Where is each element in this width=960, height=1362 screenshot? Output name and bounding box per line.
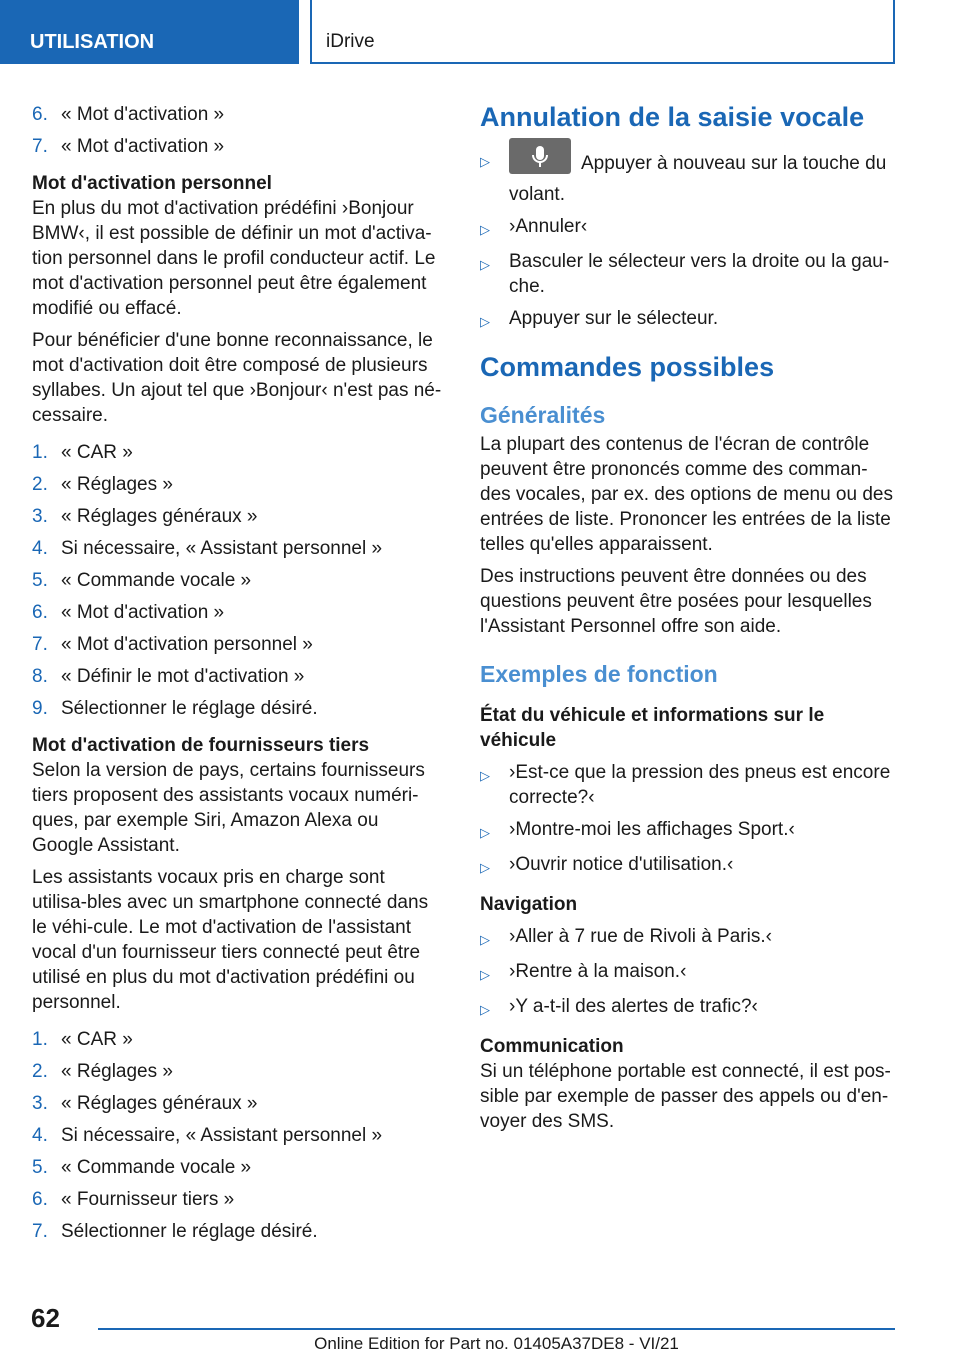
list-item: ▷ ›Est-ce que la pression des pneus est encore correcte?‹	[480, 762, 891, 808]
list-item: ▷ ›Annuler‹	[480, 214, 896, 242]
bullet-arrow-icon: ▷	[480, 154, 490, 169]
list-item: 7. « Mot d'activation personnel »	[32, 634, 313, 655]
vehicle-list	[480, 760, 896, 880]
list-item: 6. « Mot d'activation »	[32, 602, 225, 623]
list-item: ▷ ›Aller à 7 rue de Rivoli à Paris.‹	[480, 924, 896, 952]
paragraph: Pour bénéficier d'une bonne reconnaissance, le mot d'activation doit être composé de plusieurs syllabes. Un ajout tel que ›Bonjour‹ n'est pas né‐cessaire.	[32, 330, 442, 426]
cancel-list	[480, 146, 896, 334]
header-chapter-title: iDrive	[326, 31, 375, 52]
bullet-arrow-icon: ▷	[480, 967, 490, 982]
bullet-arrow-icon: ▷	[480, 825, 490, 840]
bullet-arrow-icon: ▷	[480, 222, 490, 237]
bullet-arrow-icon: ▷	[480, 932, 490, 947]
list-item: 7. Sélectionner le réglage désiré.	[32, 1221, 318, 1242]
left-column	[32, 102, 444, 1256]
list-item: 8. « Définir le mot d'activation »	[32, 666, 305, 687]
heading-general: Généralités	[480, 402, 606, 428]
list-item: 2. « Réglages »	[32, 474, 173, 495]
heading-possible-commands: Commandes possibles	[480, 352, 775, 382]
list-c	[32, 1027, 444, 1244]
list-item: ▷ ›Y a-t-il des alertes de trafic?‹	[480, 994, 896, 1022]
list-item: ▷ Appuyer sur le sélecteur.	[480, 306, 896, 334]
list-item: 1. « CAR »	[32, 442, 133, 463]
list-item: ▷ Appuyer à nouveau sur la touche du volant.	[480, 146, 896, 207]
list-item: 4. Si nécessaire, « Assistant personnel »	[32, 538, 383, 559]
footer-divider	[98, 1328, 895, 1330]
list-item: ▷ ›Ouvrir notice d'utilisation.‹	[480, 852, 896, 880]
right-column	[480, 100, 896, 1141]
navigation-list	[480, 924, 896, 1022]
heading-personal-wake-word: Mot d'activation personnel	[32, 173, 272, 194]
list-item: 6. « Mot d'activation »	[32, 104, 225, 125]
list-item: 4. Si nécessaire, « Assistant personnel »	[32, 1125, 383, 1146]
paragraph: En plus du mot d'activation prédéfini ›Bonjour BMW‹, il est possible de définir un mot d'activa‐tion personnel dans le profil conducteur actif. Le mot d'activation personnel peut être également modifié ou effacé.	[32, 198, 436, 319]
list-item: 5. « Commande vocale »	[32, 1157, 252, 1178]
page-number: 62	[31, 1303, 60, 1333]
list-item: ▷ ›Montre-moi les affichages Sport.‹	[480, 817, 896, 845]
list-item: 9. Sélectionner le réglage désiré.	[32, 698, 318, 719]
paragraph: Les assistants vocaux pris en charge sont utilisa‐bles avec un smartphone connecté dans le véhi‐cule. Le mot d'activation de l'assistant vocal d'un fournisseur tiers connecté peut être utilisé en plus du mot d'activation prédéfini ou personnel.	[32, 867, 429, 1013]
heading-vehicle-status: État du véhicule et informations sur le véhicule	[480, 705, 825, 751]
heading-third-party-wake-word: Mot d'activation de fournisseurs tiers	[32, 735, 370, 756]
paragraph: Des instructions peuvent être données ou des questions peuvent être posées pour lesquelles l'Assistant Personnel offre son aide.	[480, 566, 872, 637]
list-a	[32, 102, 444, 159]
header-section-title: UTILISATION	[30, 31, 155, 53]
bullet-arrow-icon: ▷	[480, 1002, 490, 1017]
footer-edition: Online Edition for Part no. 01405A37DE8 - VI/21	[314, 1334, 679, 1353]
heading-communication: Communication	[480, 1036, 624, 1057]
list-item: 3. « Réglages généraux »	[32, 506, 258, 527]
list-item: 5. « Commande vocale »	[32, 570, 252, 591]
list-b	[32, 440, 444, 721]
bullet-arrow-icon: ▷	[480, 768, 490, 783]
header-section-tab	[0, 0, 299, 64]
paragraph: La plupart des contenus de l'écran de contrôle peuvent être prononcés comme des comman‐des vocales, par ex. des options de menu ou des entrées de liste. Prononcer les entrées de la liste telles qu'elles apparaissent.	[480, 434, 893, 555]
header-chapter-box	[310, 0, 895, 64]
bullet-arrow-icon: ▷	[480, 314, 490, 329]
heading-cancel-voice-input: Annulation de la saisie vocale	[480, 102, 865, 132]
bullet-arrow-icon: ▷	[480, 257, 490, 272]
bullet-arrow-icon: ▷	[480, 860, 490, 875]
paragraph: Si un téléphone portable est connecté, il est pos‐sible par exemple de passer des appels ou d'en‐voyer des SMS.	[480, 1061, 891, 1132]
paragraph: Selon la version de pays, certains fournisseurs tiers proposent des assistants vocaux numéri‐ques, par exemple Siri, Amazon Alexa ou Google Assistant.	[32, 760, 425, 856]
heading-navigation: Navigation	[480, 894, 578, 915]
list-item: 6. « Fournisseur tiers »	[32, 1189, 235, 1210]
heading-function-examples: Exemples de fonction	[480, 661, 718, 687]
microphone-icon	[509, 138, 571, 174]
list-item: 7. « Mot d'activation »	[32, 136, 225, 157]
list-item: 2. « Réglages »	[32, 1061, 173, 1082]
list-item: 3. « Réglages généraux »	[32, 1093, 258, 1114]
list-item: ▷ ›Rentre à la maison.‹	[480, 959, 896, 987]
list-item: ▷ Basculer le sélecteur vers la droite ou la gau‐che.	[480, 251, 890, 297]
list-item: 1. « CAR »	[32, 1029, 133, 1050]
voice-button-image	[509, 138, 571, 174]
